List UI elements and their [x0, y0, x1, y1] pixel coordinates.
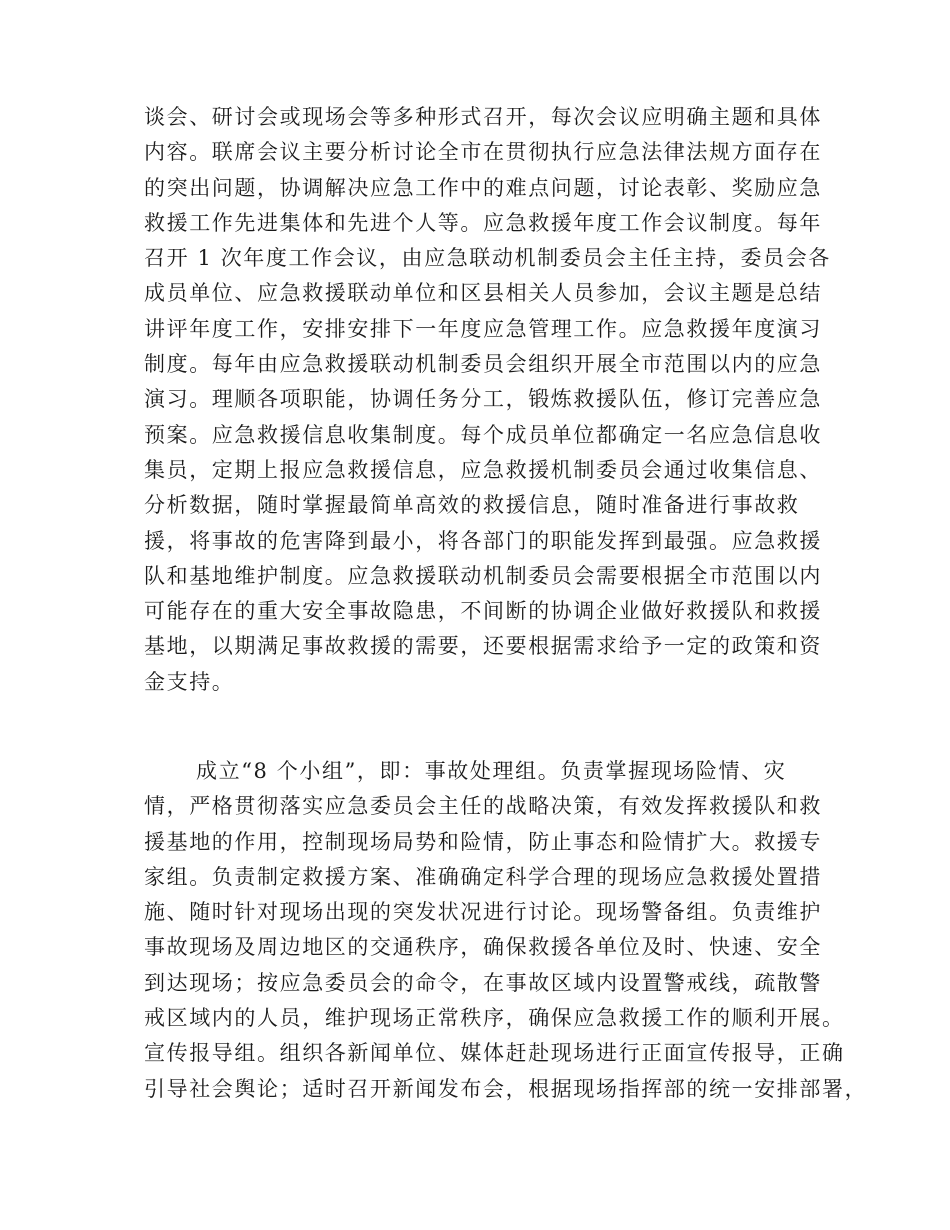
text-line: 情，严格贯彻落实应急委员会主任的战略决策，有效发挥救援队和救 — [144, 794, 822, 819]
text-line: 预案。应急救援信息收集制度。每个成员单位都确定一名应急信息收 — [144, 422, 822, 447]
text-line: 宣传报导组。组织各新闻单位、媒体赶赴现场进行正面宣传报导，正确 — [144, 1041, 845, 1066]
text-line: 家组。负责制定救援方案、准确确定科学合理的现场应急救援处置措 — [144, 864, 822, 889]
text-line: 到达现场；按应急委员会的命令，在事故区域内设置警戒线，疏散警 — [144, 970, 822, 995]
text-line: 成员单位、应急救援联动单位和区县相关人员参加，会议主题是总结 — [144, 281, 822, 306]
text-line: 施、随时针对现场出现的突发状况进行讨论。现场警备组。负责维护 — [144, 900, 822, 925]
paragraph-2 — [144, 754, 868, 1107]
text-line: 可能存在的重大安全事故隐患，不间断的协调企业做好救援队和救援 — [144, 599, 822, 624]
text-line: 援基地的作用，控制现场局势和险情，防止事态和险情扩大。救援专 — [144, 829, 822, 854]
text-line: 事故现场及周边地区的交通秩序，确保救援各单位及时、快速、安全 — [144, 935, 822, 960]
text-line: 的突出问题，协调解决应急工作中的难点问题，讨论表彰、奖励应急 — [144, 175, 822, 200]
text-line: 内容。联席会议主要分析讨论全市在贯彻执行应急法律法规方面存在 — [144, 140, 822, 165]
text-line: 分析数据，随时掌握最简单高效的救援信息，随时准备进行事故救 — [144, 493, 800, 518]
text-line: 召开 1 次年度工作会议，由应急联动机制委员会主任主持，委员会各 — [144, 246, 831, 271]
paragraph-1 — [144, 100, 831, 700]
text-line-first: 成立“8 个小组”，即：事故处理组。负责掌握现场险情、灾 — [196, 759, 787, 783]
text-line: 谈会、研讨会或现场会等多种形式召开，每次会议应明确主题和具体 — [144, 105, 822, 129]
text-line: 引导社会舆论；适时召开新闻发布会，根据现场指挥部的统一安排部署， — [144, 1076, 868, 1101]
text-line: 基地，以期满足事故救援的需要，还要根据需求给予一定的政策和资 — [144, 634, 822, 659]
text-line: 讲评年度工作，安排安排下一年度应急管理工作。应急救援年度演习 — [144, 316, 822, 341]
text-line: 制度。每年由应急救援联动机制委员会组织开展全市范围以内的应急 — [144, 352, 822, 377]
text-line: 戒区域内的人员，维护现场正常秩序，确保应急救援工作的顺利开展。 — [144, 1006, 845, 1031]
text-line: 救援工作先进集体和先进个人等。应急救援年度工作会议制度。每年 — [144, 210, 822, 235]
text-line: 援，将事故的危害降到最小，将各部门的职能发挥到最强。应急救援 — [144, 528, 822, 553]
text-line: 演习。理顺各项职能，协调任务分工，锻炼救援队伍，修订完善应急 — [144, 387, 822, 412]
text-line: 金支持。 — [144, 669, 235, 694]
text-line: 集员，定期上报应急救援信息，应急救援机制委员会通过收集信息、 — [144, 457, 822, 482]
text-line: 队和基地维护制度。应急救援联动机制委员会需要根据全市范围以内 — [144, 563, 822, 588]
